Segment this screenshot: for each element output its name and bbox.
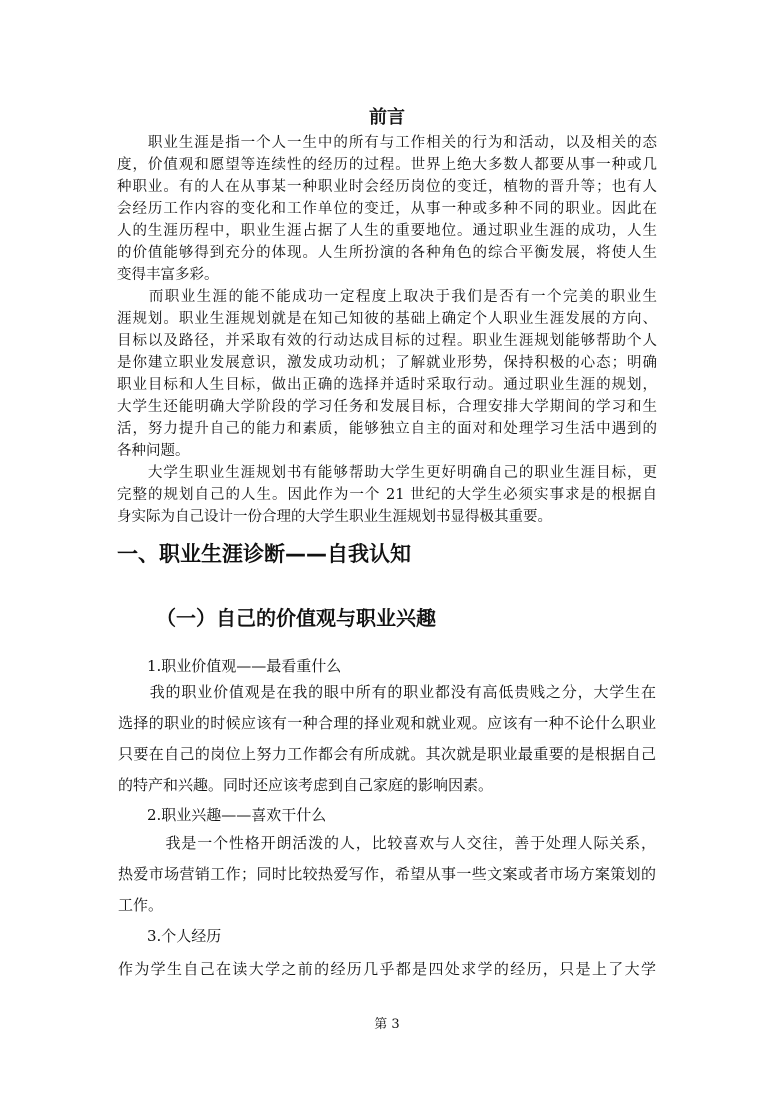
text-line: 职业目标和人生目标，做出正确的选择并适时采取行动。通过职业生涯的规划， bbox=[117, 377, 657, 393]
preface-paragraph-2 bbox=[117, 286, 657, 462]
text-line: 身实际为自己设计一份合理的大学生职业生涯规划书显得极其重要。 bbox=[117, 509, 552, 525]
text-line: 作为学生自己在读大学之前的经历几乎都是四处求学的经历，只是上了大学 bbox=[118, 960, 656, 978]
text-line: 的特产和兴趣。同时还应该考虑到自己家庭的影响因素。 bbox=[118, 776, 494, 794]
text-line: 我的职业价值观是在我的眼中所有的职业都没有高低贵贱之分，大学生在 bbox=[118, 683, 656, 701]
text-line: 的价值能够得到充分的体现。人生所扮演的各种角色的综合平衡发展，将使人生 bbox=[117, 245, 657, 261]
text-line: 人的生涯历程中，职业生涯占据了人生的重要地位。通过职业生涯的成功，人生 bbox=[117, 223, 657, 239]
text-line: 我是一个性格开朗活泼的人，比较喜欢与人交往，善于处理人际关系， bbox=[118, 834, 656, 852]
text-line: 种职业。有的人在从事某一种职业时会经历岗位的变迁，植物的晋升等；也有人 bbox=[117, 179, 657, 195]
text-line: 而职业生涯的能不能成功一定程度上取决于我们是否有一个完美的职业生 bbox=[117, 289, 657, 305]
item-heading-3: 3.个人经历 bbox=[147, 927, 222, 945]
body-paragraph-1 bbox=[118, 677, 656, 801]
text-line: 职业生涯是指一个人一生中的所有与工作相关的行为和活动，以及相关的态 bbox=[117, 135, 657, 151]
text-line: 变得丰富多彩。 bbox=[117, 267, 219, 283]
page-number: 第 3 bbox=[374, 1017, 400, 1032]
text-line: 热爱市场营销工作；同时比较热爱写作，希望从事一些文案或者市场方案策划的 bbox=[118, 865, 656, 883]
text-line: 工作。 bbox=[118, 896, 164, 914]
page-title: 前言 bbox=[369, 107, 405, 128]
preface-paragraph-3 bbox=[117, 462, 657, 528]
text-line: 只要在自己的岗位上努力工作都会有所成就。其次就是职业最重要的是根据自己 bbox=[118, 745, 656, 763]
item-heading-2: 2.职业兴趣——喜欢干什么 bbox=[147, 806, 327, 824]
text-line: 各种问题。 bbox=[117, 443, 190, 459]
text-line: 涯规划。职业生涯规划就是在知己知彼的基础上确定个人职业生涯发展的方向、 bbox=[117, 311, 657, 327]
text-line: 大学生还能明确大学阶段的学习任务和发展目标，合理安排大学期间的学习和生 bbox=[117, 399, 657, 415]
subsection-heading: （一）自己的价值观与职业兴趣 bbox=[156, 606, 436, 630]
text-line: 目标以及路径，并采取有效的行动达成目标的过程。职业生涯规划能够帮助个人 bbox=[117, 333, 657, 349]
text-line: 完整的规划自己的人生。因此作为一个 21 世纪的大学生必须实事求是的根据自 bbox=[117, 487, 657, 503]
preface-paragraph-1 bbox=[117, 132, 657, 286]
text-line: 活，努力提升自己的能力和素质，能够独立自主的面对和处理学习生活中遇到的 bbox=[117, 421, 657, 437]
text-line: 度，价值观和愿望等连续性的经历的过程。世界上绝大多数人都要从事一种或几 bbox=[117, 157, 657, 173]
text-line: 是你建立职业发展意识，激发成功动机；了解就业形势，保持积极的心态；明确 bbox=[117, 355, 657, 371]
section-heading: 一、职业生涯诊断——自我认知 bbox=[117, 542, 411, 566]
body-paragraph-2 bbox=[118, 828, 656, 921]
text-line: 会经历工作内容的变化和工作单位的变迁，从事一种或多种不同的职业。因此在 bbox=[117, 201, 657, 217]
text-line: 大学生职业生涯规划书有能够帮助大学生更好明确自己的职业生涯目标，更 bbox=[117, 465, 657, 481]
item-heading-1: 1.职业价值观——最看重什么 bbox=[147, 657, 342, 675]
body-paragraph-3 bbox=[118, 954, 656, 985]
text-line: 选择的职业的时候应该有一种合理的择业观和就业观。应该有一种不论什么职业 bbox=[118, 714, 656, 732]
